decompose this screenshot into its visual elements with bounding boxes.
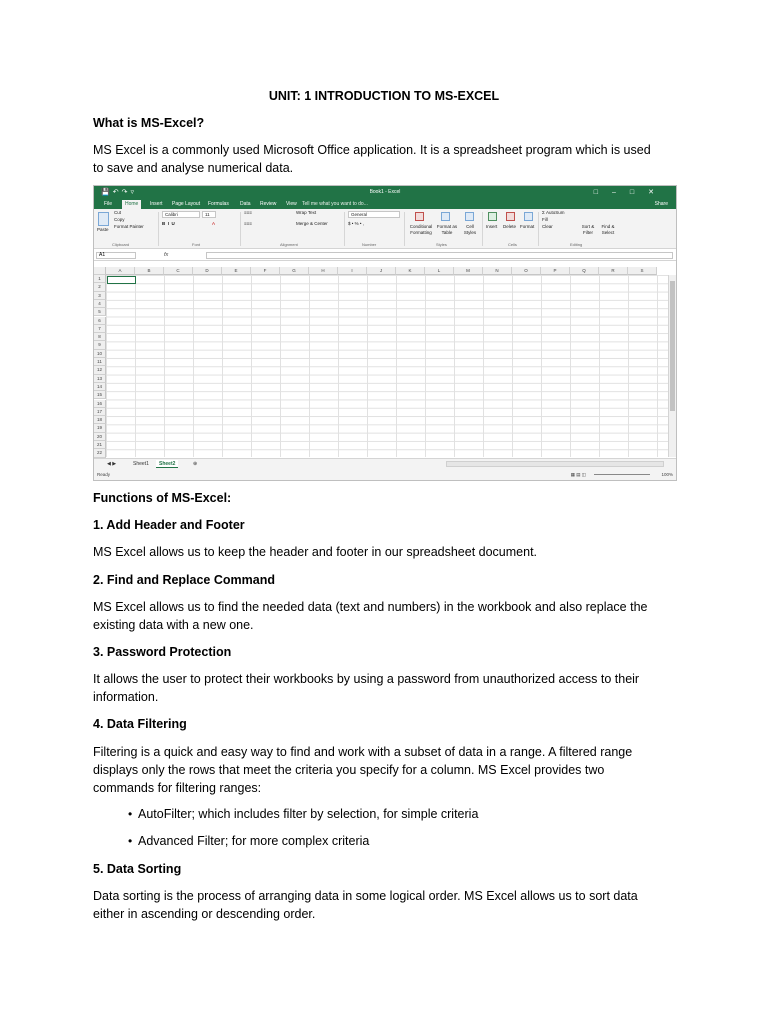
font-group-label: Font: [192, 242, 201, 247]
column-header[interactable]: I: [338, 267, 367, 275]
column-header[interactable]: A: [106, 267, 135, 275]
bullet-dot: •: [128, 834, 133, 848]
tab-data[interactable]: Data: [240, 201, 251, 207]
bullet-autofilter: AutoFilter; which includes filter by selection, for simple criteria: [138, 807, 479, 821]
active-cell-a1[interactable]: [107, 276, 136, 284]
vertical-scrollbar[interactable]: [668, 275, 676, 457]
function-2-text-line-2: existing data with a new one.: [93, 618, 254, 632]
function-1-heading: 1. Add Header and Footer: [93, 518, 245, 532]
row-header[interactable]: 12: [94, 366, 106, 374]
insert-cells-icon[interactable]: [488, 212, 497, 221]
column-header[interactable]: P: [541, 267, 570, 275]
column-header[interactable]: S: [628, 267, 657, 275]
function-3-text-line-1: It allows the user to protect their workbooks by using a password from unauthorized access to their: [93, 672, 640, 686]
worksheet-cells[interactable]: [106, 275, 668, 457]
column-header[interactable]: K: [396, 267, 425, 275]
paste-button-label[interactable]: Paste: [97, 227, 109, 232]
conditional-formatting-button[interactable]: Conditional Formatting: [409, 224, 433, 235]
cells-group-label: Cells: [508, 242, 517, 247]
number-group-label: Number: [362, 242, 377, 247]
function-2-text-line-1: MS Excel allows us to find the needed data (text and numbers) in the workbook and also replace the: [93, 600, 648, 614]
format-painter-button[interactable]: Format Painter: [114, 224, 144, 229]
delete-cells-button[interactable]: Delete: [503, 224, 517, 229]
function-5-heading: 5. Data Sorting: [93, 862, 182, 876]
column-header[interactable]: D: [193, 267, 222, 275]
function-4-heading: 4. Data Filtering: [93, 717, 187, 731]
autosum-button[interactable]: Σ AutoSum: [542, 210, 565, 215]
function-4-text-line-2: displays only the rows that meet the criteria you specify for a column. MS Excel provides two: [93, 763, 605, 777]
view-buttons-icons[interactable]: ▦ ▤ ◫: [570, 472, 586, 477]
font-name-select[interactable]: Calibri: [162, 211, 200, 218]
row-header[interactable]: 9: [94, 341, 106, 349]
row-header[interactable]: 6: [94, 317, 106, 325]
row-header[interactable]: 19: [94, 424, 106, 432]
function-5-text-line-2: either in ascending or descending order.: [93, 907, 316, 921]
column-header[interactable]: O: [512, 267, 541, 275]
ribbon-separator: [344, 212, 345, 246]
row-header[interactable]: 10: [94, 350, 106, 358]
tell-me-box[interactable]: Tell me what you want to do...: [302, 201, 368, 207]
quick-access-toolbar-icons: 💾↶↷▿: [101, 189, 137, 196]
bold-italic-underline-buttons[interactable]: B I U: [162, 221, 175, 226]
ribbon-separator: [240, 212, 241, 246]
row-header[interactable]: 20: [94, 433, 106, 441]
cell-styles-button[interactable]: Cell Styles: [463, 224, 477, 235]
ribbon-separator: [482, 212, 483, 246]
functions-heading: Functions of MS-Excel:: [93, 491, 232, 505]
tab-formulas[interactable]: Formulas: [208, 201, 229, 207]
bullet-advanced-filter: Advanced Filter; for more complex criteria: [138, 834, 370, 848]
worksheet-grid[interactable]: [94, 267, 676, 457]
row-header[interactable]: 17: [94, 408, 106, 416]
row-header[interactable]: 5: [94, 308, 106, 316]
row-header[interactable]: 1: [94, 275, 106, 283]
styles-group-label: Styles: [436, 242, 447, 247]
row-header[interactable]: 22: [94, 449, 106, 457]
bullet-dot: •: [128, 807, 133, 821]
ribbon-separator: [538, 212, 539, 246]
row-header[interactable]: 16: [94, 400, 106, 408]
column-header[interactable]: J: [367, 267, 396, 275]
column-header[interactable]: E: [222, 267, 251, 275]
ribbon-tabs: [94, 199, 676, 209]
row-header[interactable]: 18: [94, 416, 106, 424]
format-cells-icon[interactable]: [524, 212, 533, 221]
tab-home[interactable]: Home: [122, 200, 141, 209]
fill-button[interactable]: Fill: [542, 217, 548, 222]
status-ready: Ready: [97, 472, 111, 477]
sheet-tab-sheet2[interactable]: Sheet2: [156, 460, 178, 468]
cell-styles-icon[interactable]: [465, 212, 474, 221]
column-header[interactable]: L: [425, 267, 454, 275]
find-select-button[interactable]: Find & Select: [601, 224, 615, 235]
row-header[interactable]: 4: [94, 300, 106, 308]
tab-view[interactable]: View: [286, 201, 297, 207]
column-header[interactable]: N: [483, 267, 512, 275]
paste-icon[interactable]: [98, 212, 109, 226]
column-header[interactable]: C: [164, 267, 193, 275]
tab-review[interactable]: Review: [260, 201, 277, 207]
row-header[interactable]: 15: [94, 391, 106, 399]
zoom-slider[interactable]: [594, 474, 650, 475]
row-header[interactable]: 3: [94, 292, 106, 300]
clear-button[interactable]: Clear: [542, 224, 553, 229]
tab-insert[interactable]: Insert: [150, 201, 163, 207]
row-header[interactable]: 14: [94, 383, 106, 391]
new-sheet-plus-icon[interactable]: ⊕: [193, 461, 198, 467]
format-cells-button[interactable]: Format: [520, 224, 535, 229]
clipboard-group-label: Clipboard: [112, 242, 130, 247]
align-icons[interactable]: ≡≡≡: [244, 210, 252, 215]
row-header[interactable]: 21: [94, 441, 106, 449]
function-3-text-line-2: information.: [93, 690, 159, 704]
intro-paragraph-line-1: MS Excel is a commonly used Microsoft Office application. It is a spreadsheet program which is used: [93, 143, 651, 157]
function-3-heading: 3. Password Protection: [93, 645, 232, 659]
column-header[interactable]: Q: [570, 267, 599, 275]
excel-screenshot: [93, 185, 677, 481]
sort-filter-button[interactable]: Sort & Filter: [581, 224, 595, 235]
name-box[interactable]: A1: [96, 252, 136, 259]
function-2-heading: 2. Find and Replace Command: [93, 573, 275, 587]
function-4-text-line-1: Filtering is a quick and easy way to find and work with a subset of data in a range. A filtered range: [93, 745, 633, 759]
format-as-table-icon[interactable]: [441, 212, 450, 221]
align-icons[interactable]: ≡≡≡: [244, 221, 252, 226]
alignment-group-label: Alignment: [280, 242, 298, 247]
column-header[interactable]: R: [599, 267, 628, 275]
document-title: UNIT: 1 INTRODUCTION TO MS-EXCEL: [268, 89, 500, 103]
column-header[interactable]: G: [280, 267, 309, 275]
horizontal-scrollbar[interactable]: [446, 461, 664, 467]
cut-button[interactable]: Cut: [114, 210, 122, 215]
window-controls-icons: □–□✕: [593, 189, 668, 196]
format-as-table-button[interactable]: Format as Table: [436, 224, 458, 235]
merge-center-button[interactable]: Merge & Center: [296, 221, 328, 226]
function-4-text-line-3: commands for filtering ranges:: [93, 781, 262, 795]
copy-button[interactable]: Copy: [114, 217, 125, 222]
excel-title-bar: [94, 186, 676, 199]
wrap-text-button[interactable]: Wrap Text: [296, 210, 317, 215]
scroll-thumb[interactable]: [670, 281, 675, 411]
section-heading-what-is: What is MS-Excel?: [93, 116, 205, 130]
autosum-label: AutoSum: [546, 210, 565, 215]
share-button[interactable]: Share: [654, 201, 668, 207]
conditional-formatting-icon[interactable]: [415, 212, 424, 221]
row-header[interactable]: 8: [94, 333, 106, 341]
column-header[interactable]: M: [454, 267, 483, 275]
row-header[interactable]: 2: [94, 283, 106, 291]
ribbon-separator: [158, 212, 159, 246]
number-format-icons[interactable]: $ • % • ,: [348, 221, 364, 226]
row-header[interactable]: 13: [94, 375, 106, 383]
status-bar: [94, 469, 676, 480]
insert-cells-button[interactable]: Insert: [486, 224, 498, 229]
formula-input[interactable]: [206, 252, 673, 259]
ribbon-separator: [404, 212, 405, 246]
tab-page-layout[interactable]: Page Layout: [172, 201, 201, 207]
sheet-tab-sheet1[interactable]: Sheet1: [133, 461, 149, 467]
fx-icon[interactable]: fx: [164, 252, 169, 258]
font-size-select[interactable]: 11: [202, 211, 216, 218]
column-header[interactable]: F: [251, 267, 280, 275]
intro-paragraph-line-2: to save and analyse numerical data.: [93, 161, 294, 175]
number-format-select[interactable]: General: [348, 211, 400, 218]
column-header[interactable]: B: [135, 267, 164, 275]
select-all-corner[interactable]: [94, 267, 106, 275]
excel-window-title: Book1 - Excel: [369, 189, 401, 195]
row-header[interactable]: 7: [94, 325, 106, 333]
formula-bar: [94, 250, 676, 261]
editing-group-label: Editing: [570, 242, 583, 247]
function-5-text-line-1: Data sorting is the process of arranging data in some logical order. MS Excel allows us to sort data: [93, 889, 638, 903]
column-header[interactable]: H: [309, 267, 338, 275]
sheet-nav-arrows[interactable]: ◀ ▶: [107, 461, 117, 467]
delete-cells-icon[interactable]: [506, 212, 515, 221]
tab-file[interactable]: File: [104, 201, 113, 207]
row-header[interactable]: 11: [94, 358, 106, 366]
zoom-level: 100%: [661, 472, 673, 477]
function-1-text: MS Excel allows us to keep the header and footer in our spreadsheet document.: [93, 545, 538, 559]
home-ribbon: [94, 209, 676, 249]
sheet-tabs-bar: [94, 458, 676, 469]
font-color-icon[interactable]: A: [212, 221, 216, 226]
